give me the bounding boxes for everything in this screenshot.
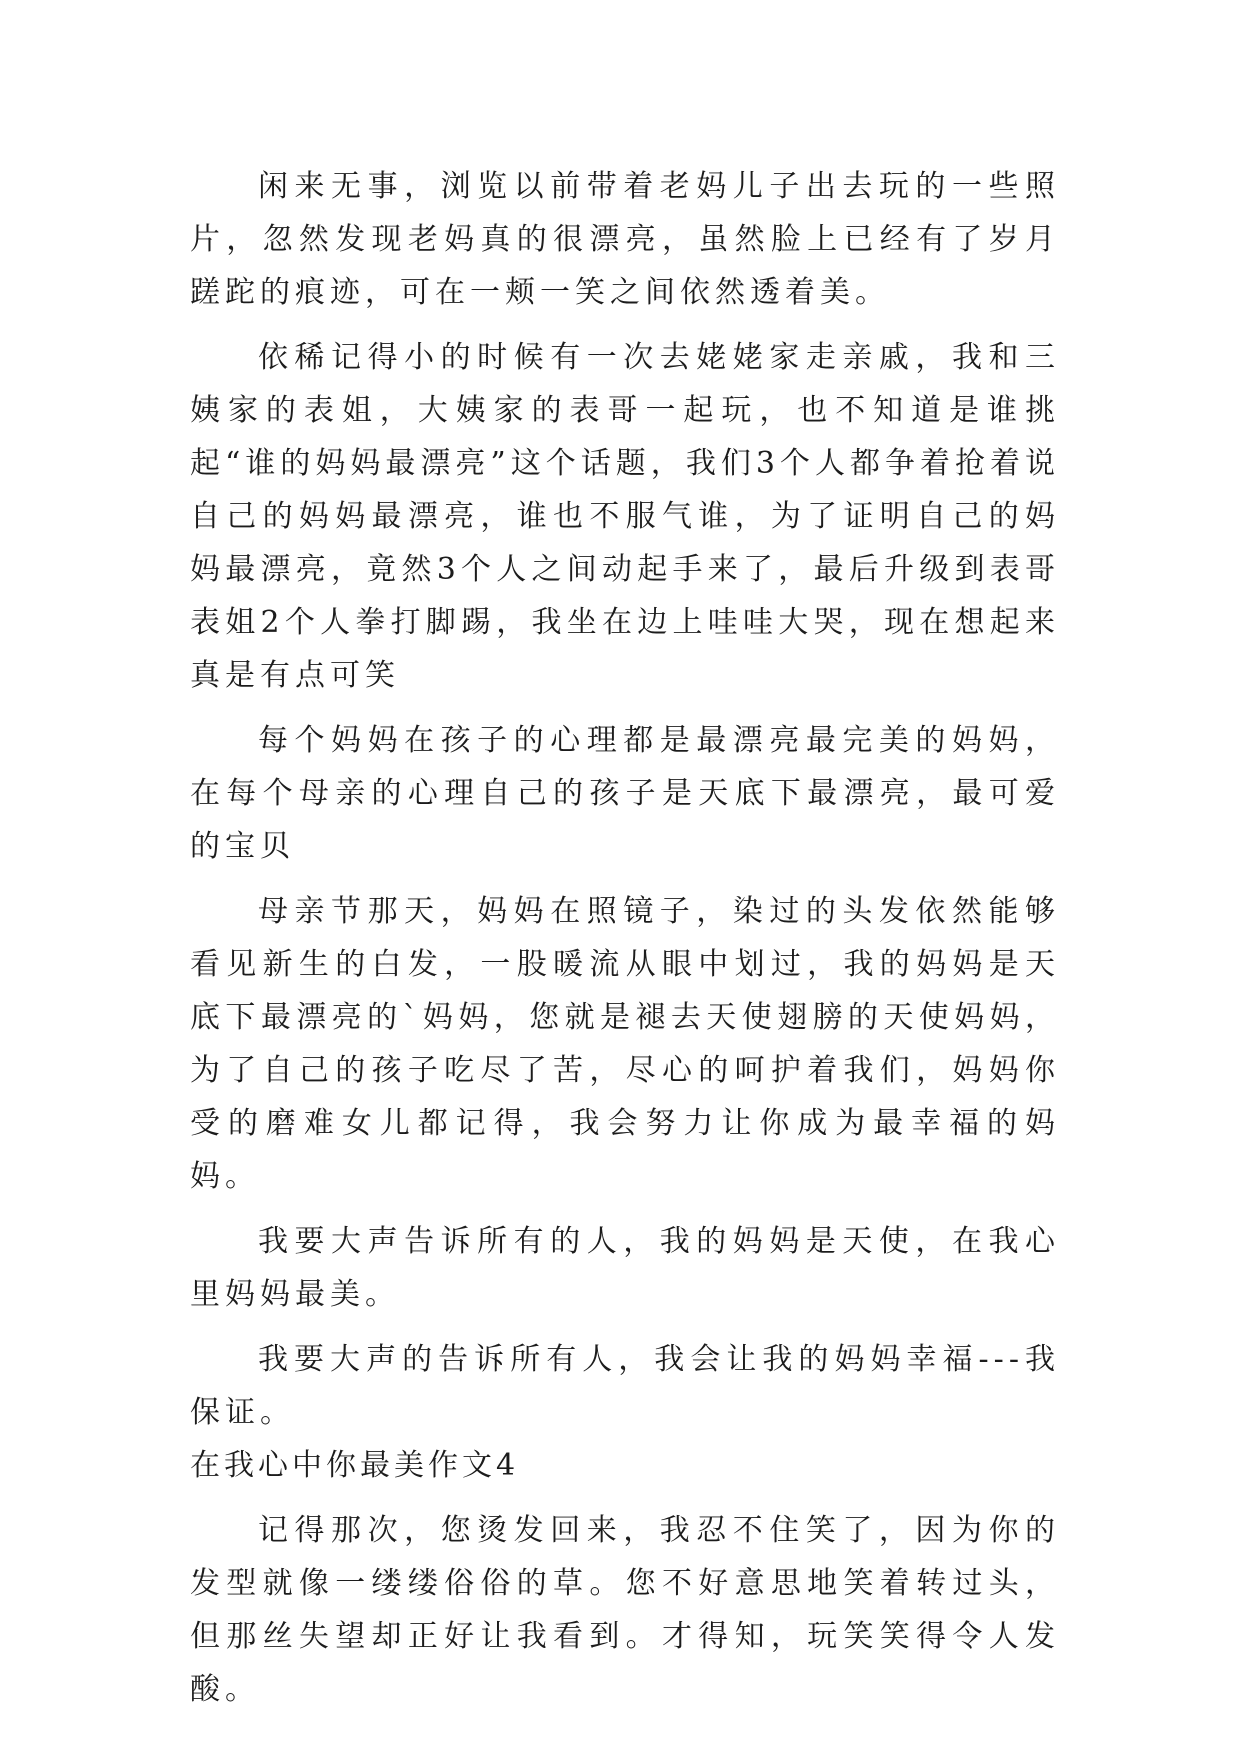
paragraph-4: 母亲节那天，妈妈在照镜子，染过的头发依然能够看见新生的白发，一股暖流从眼中划过，我的妈妈是天底下最漂亮的`妈妈，您就是褪去天使翅膀的天使妈妈，为了自己的孩子吃尽了苦，尽心的呵护着我们，妈妈你受的磨难女儿都记得，我会努力让你成为最幸福的妈妈。 — [190, 894, 1060, 1194]
paragraph-3: 每个妈妈在孩子的心理都是最漂亮最完美的妈妈，在每个母亲的心理自己的孩子是天底下最漂亮，最可爱的宝贝 — [190, 723, 1060, 864]
section-heading: 在我心中你最美作文4 — [190, 1448, 520, 1483]
paragraph-5: 我要大声告诉所有的人，我的妈妈是天使，在我心里妈妈最美。 — [190, 1224, 1060, 1312]
paragraph-6: 我要大声的告诉所有人，我会让我的妈妈幸福---我保证。 — [190, 1342, 1060, 1430]
paragraph-2: 依稀记得小的时候有一次去姥姥家走亲戚，我和三姨家的表姐，大姨家的表哥一起玩，也不知道是谁挑起“谁的妈妈最漂亮”这个话题，我们3个人都争着抢着说自己的妈妈最漂亮，谁也不服气谁，为了证明自己的妈妈最漂亮，竟然3个人之间动起手来了，最后升级到表哥表姐2个人拳打脚踢，我坐在边上哇哇大哭，现在想起来真是有点可笑 — [190, 340, 1060, 693]
paragraph-7: 记得那次，您烫发回来，我忍不住笑了，因为你的发型就像一缕缕俗俗的草。您不好意思地笑着转过头，但那丝失望却正好让我看到。才得知，玩笑笑得令人发酸。 — [190, 1513, 1060, 1707]
paragraph-1: 闲来无事，浏览以前带着老妈儿子出去玩的一些照片，忽然发现老妈真的很漂亮，虽然脸上已经有了岁月蹉跎的痕迹，可在一颊一笑之间依然透着美。 — [190, 169, 1060, 310]
document-body — [190, 160, 1060, 1716]
